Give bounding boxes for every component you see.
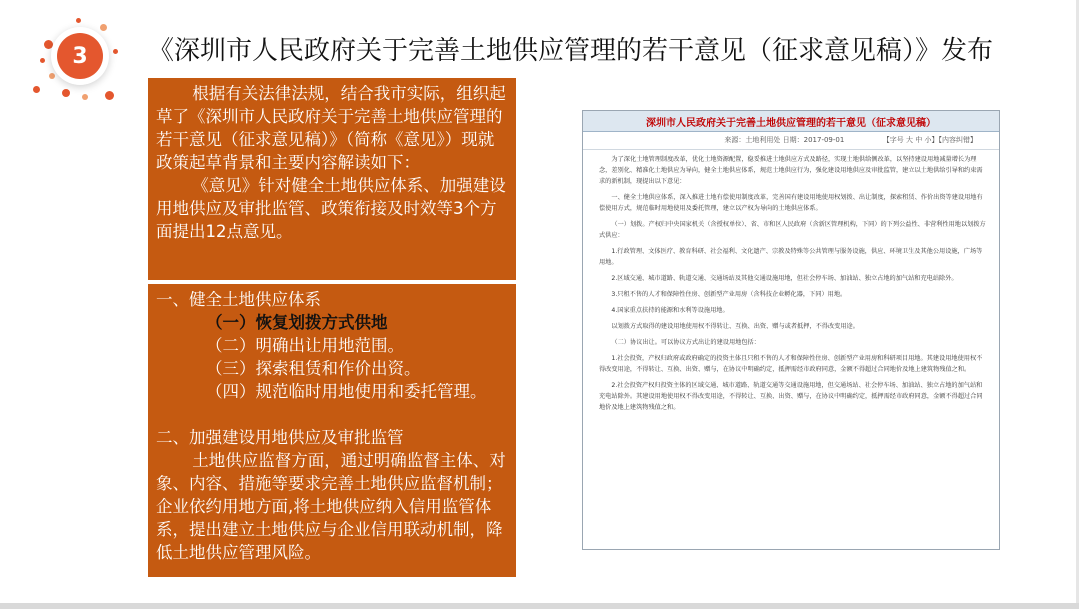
decor-dot [49,73,55,79]
list-item: （二）明确出让用地范围。 [206,336,404,355]
decor-dot [82,94,88,100]
decor-dot [40,58,45,63]
bottom-border [0,603,1079,609]
decor-dot [44,40,53,49]
intro-panel [148,78,516,280]
slide-title: 《深圳市人民政府关于完善土地供应管理的若干意见（征求意见稿）》发布 [148,36,994,66]
document-screenshot [582,110,1000,550]
document-paragraph: （一）划拨。产权归中央国家机关（含授权单位）、省、市和区人民政府（含新区管理机构，下同）的下列公益性、非营利性用地以划拨方式供应： [599,221,986,239]
document-title: 深圳市人民政府关于完善土地供应管理的若干意见（征求意见稿） [646,117,936,129]
list-item: （四）规范临时用地使用和委托管理。 [206,382,487,401]
decor-dot [76,18,81,23]
document-body [583,150,999,413]
document-paragraph: 3.只租不售的人才和保障性住房、创新型产业用房（含科技企业孵化器，下同）用地。 [611,291,847,298]
section-heading-1: 一、健全土地供应体系 [156,290,321,309]
intro-paragraph: 根据有关法律法规，结合我市实际，组织起草了《深圳市人民政府关于完善土地供应管理的若干意见（征求意见稿）》（简称《意见》）现就政策起草背景和主要内容解读如下： [156,84,506,172]
document-header [583,111,999,132]
document-paragraph: 4.国家重点扶持的能源和水利等设施用地。 [611,307,729,314]
decor-dot [100,24,107,31]
decor-dot [113,49,118,54]
summary-paragraph: 《意见》针对健全土地供应体系、加强建设用地供应及审批监管、政策衔接及时效等3个方面提出12点意见。 [156,176,506,241]
decor-dot [105,91,114,100]
document-paragraph: 2.区域交通、城市道路、轨道交通、交通场站及其他交通设施用地，但社会停车场、加油站、独立占地的加气站和充电站除外。 [611,275,958,282]
document-meta: 来源：土地利用处 日期：2017-09-01 【字号 大 中 小】【内容纠错】 [583,132,999,150]
section-number-badge: 3 [57,33,103,79]
document-paragraph: （二）协议出让。可以协议方式出让的建设用地包括： [611,339,760,346]
details-panel [148,284,516,577]
document-paragraph: 以划拨方式取得的建设用地使用权不得转让、互换、出资、赠与或者抵押，不得改变用途。 [611,323,859,330]
decor-dot [33,86,40,93]
document-paragraph: 1.社会投资，产权归政府或政府确定的投资主体且只租不售的人才和保障性住房、创新型产业用房和科研项目用地。其建设用地使用权不得改变用途，不得转让、互换、出资、赠与，在协议中明确约定，抵押需经市政府同意，金额不得超过合同地价及地上建筑物残值之和。 [599,355,983,373]
document-paragraph: 为了深化土地管理制度改革，优化土地资源配置，稳妥推进土地供应方式及路径，实现土地供给侧改革，以坚持建设用地减量增长为理念，差别化、精准化土地供应为导向，健全土地供应体系，规范土地供应行为，强化建设用地供应及审批监管，建立以土地供给引导和约束需求的新机制，现提出以下意见： [599,156,983,185]
list-item: （三）探索租赁和作价出资。 [206,359,421,378]
section-body-2: 土地供应监督方面，通过明确监督主体、对象、内容、措施等要求完善土地供应监督机制；企业依约用地方面,将土地供应纳入信用监管体系，提出建立土地供应与企业信用联动机制，降低土地供应管理风险。 [156,451,506,562]
section-heading-2: 二、加强建设用地供应及审批监管 [156,428,404,447]
document-paragraph: 一、健全土地供应体系，深入推进土地有偿使用制度改革，完善国有建设用地使用权划拨、出让制度，探索租赁、作价出资等建设用地有偿使用方式，规范临时用地使用及委托管理，建立以产权为导向的土地供应体系。 [599,194,983,212]
document-paragraph: 1.行政管理、文体医疗、教育科研、社会福利、文化遗产、宗教及特殊等公共管理与服务设施，供应、环境卫生及其他公用设施，广场等用地。 [599,248,983,266]
decor-dot [62,89,70,97]
list-item: （一）恢复划拨方式供地 [206,313,388,332]
document-paragraph: 2.社会投资产权归投资主体的区域交通、城市道路、轨道交通等交通设施用地，但交通场站、社会停车场、加油站、独立占地的加气站和充电站除外。其建设用地使用权不得改变用途，不得转让、互换、出资、赠与，在协议中明确约定，抵押需经市政府同意，金额不得超过合同地价及地上建筑物残值之和。 [599,382,983,411]
